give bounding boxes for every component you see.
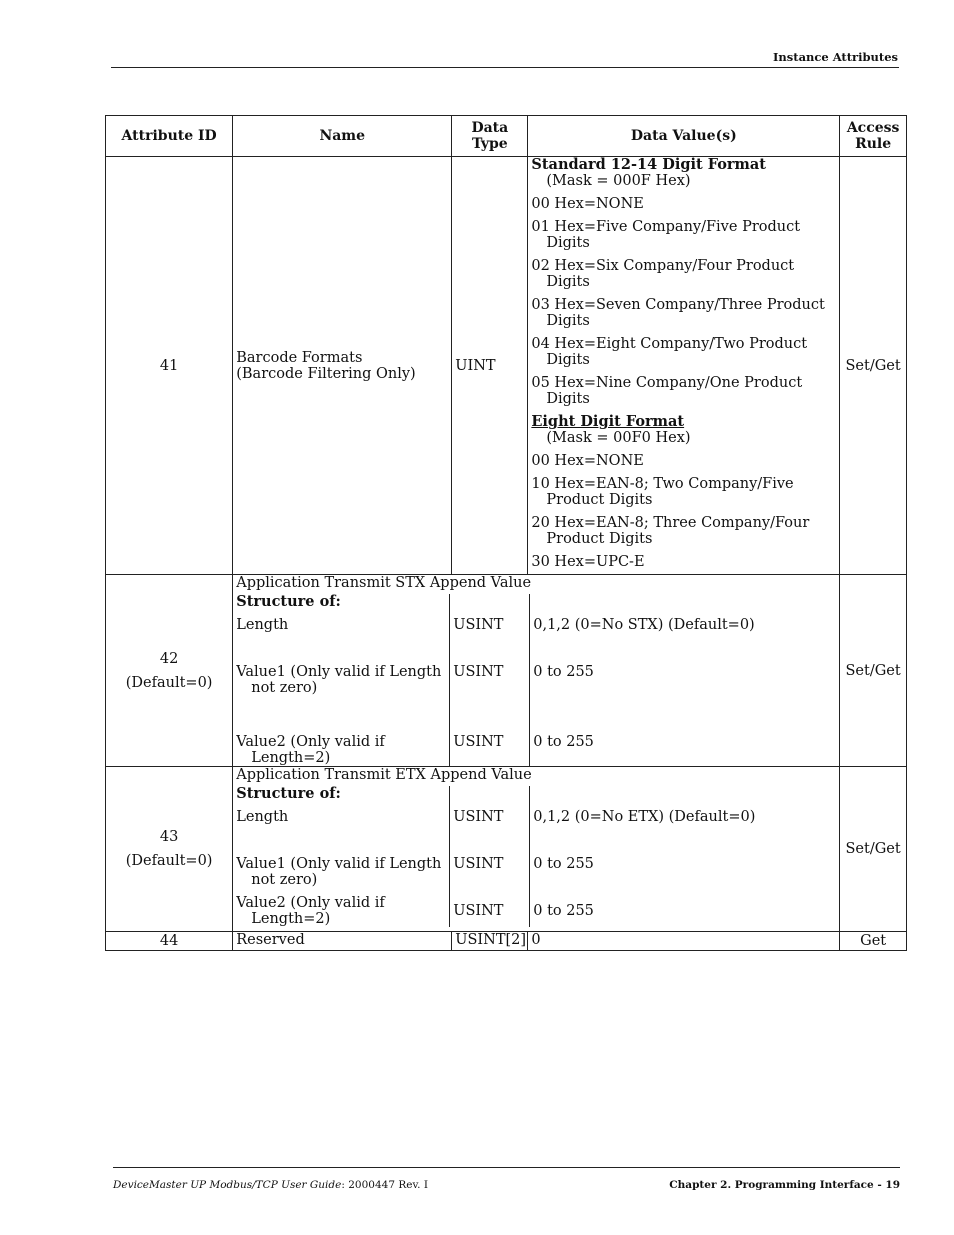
standard-format-heading: Standard 12-14 Digit Format [531,156,766,173]
attribute-id-43-default: (Default=0) [125,853,213,869]
attribute-name-41-line1: Barcode Formats [236,349,363,366]
col-header-name: Name [233,116,452,157]
standard-format-value: 05 Hex=Nine Company/One Product Digits [531,375,803,407]
attribute-name-44: Reserved [233,932,452,951]
col-header-attribute-id: Attribute ID [106,116,233,157]
field-name-length-43: Length [236,809,289,825]
field-value-value1-42: 0 to 255 [533,664,594,680]
col-header-access-rule [840,116,907,157]
field-type-length-42: USINT [453,617,504,633]
attribute-id-43 [106,767,233,932]
attribute-id-42 [106,575,233,767]
col-header-data-values: Data Value(s) [528,116,840,157]
standard-format-value: 01 Hex=Five Company/Five Product Digits [531,219,801,251]
footer-chapter-page: Chapter 2. Programming Interface - 19 [669,1179,900,1191]
attribute-id-41: 41 [106,157,233,575]
col-header-data-type-line1: Data [471,120,509,136]
field-type-value1-42: USINT [453,664,504,680]
eight-digit-format-mask: (Mask = 00F0 Hex) [546,430,691,446]
attribute-id-44: 44 [106,932,233,951]
standard-format-value: 02 Hex=Six Company/Four Product Digits [531,258,795,290]
data-type-44: USINT[2] [452,932,528,951]
data-values-44: 0 [528,932,840,951]
field-type-length-43: USINT [453,809,504,825]
field-type-value2-42: USINT [453,734,504,750]
eight-digit-format-value: 30 Hex=UPC-E [531,554,645,570]
structure-label-43: Structure of: [236,785,341,802]
eight-digit-format-value: 10 Hex=EAN-8; Two Company/Five Product Digits [531,476,794,508]
attribute-id-42-number: 42 [159,650,179,667]
field-name-value1-42: Value1 (Only valid if Length not zero) [236,664,442,696]
field-name-value2-43: Value2 (Only valid if Length=2) [236,895,385,927]
structure-cell-43 [233,767,840,932]
standard-format-mask: (Mask = 000F Hex) [546,173,691,189]
attribute-id-42-default: (Default=0) [125,674,213,691]
field-type-value1-43: USINT [453,856,504,872]
structure-names-43 [233,786,450,927]
structure-values-42 [530,594,839,766]
field-value-length-42: 0,1,2 (0=No STX) (Default=0) [533,617,755,633]
instance-attributes-table [105,115,907,951]
access-rule-43: Set/Get [840,767,907,932]
attribute-name-41 [233,157,452,575]
access-rule-41: Set/Get [840,157,907,575]
table-row-42 [106,575,907,767]
field-name-value2-42: Value2 (Only valid if Length=2) [236,734,385,766]
standard-format-value: 04 Hex=Eight Company/Two Product Digits [531,336,808,368]
running-header-title: Instance Attributes [773,50,898,64]
standard-format-value: 03 Hex=Seven Company/Three Product Digits [531,297,825,329]
footer-guide-reference [113,1179,428,1191]
structure-names-42 [233,594,450,766]
field-value-value2-43: 0 to 255 [533,903,594,919]
structure-types-43 [450,786,530,927]
table-row-44 [106,932,907,951]
attribute-name-41-line2: (Barcode Filtering Only) [236,365,416,382]
structure-title-43: Application Transmit ETX Append Value [236,767,532,783]
standard-format-value: 00 Hex=NONE [531,196,644,212]
structure-types-42 [450,594,530,766]
structure-grid-42 [233,594,839,766]
table-row-43 [106,767,907,932]
structure-grid-43 [233,786,839,927]
attribute-id-43-number: 43 [159,829,179,845]
table-header-row [106,116,907,157]
col-header-access-rule-line1: Access [846,120,900,136]
field-value-value2-42: 0 to 255 [533,734,594,750]
eight-digit-format-value: 20 Hex=EAN-8; Three Company/Four Product Digits [531,515,810,547]
eight-digit-format-heading: Eight Digit Format [531,413,685,430]
field-type-value2-43: USINT [453,903,504,919]
eight-digit-format-value: 00 Hex=NONE [531,453,644,469]
footer-guide-revision: : 2000447 Rev. I [341,1179,428,1191]
data-type-41: UINT [452,157,528,575]
structure-cell-42 [233,575,840,767]
structure-values-43 [530,786,839,927]
field-name-value1-43: Value1 (Only valid if Length not zero) [236,856,442,888]
table-row-41 [106,157,907,575]
header-rule [111,67,899,68]
access-rule-44: Get [840,932,907,951]
col-header-data-type-line2: Type [471,136,508,152]
footer-guide-title: DeviceMaster UP Modbus/TCP User Guide [113,1179,342,1191]
footer-rule [113,1167,900,1168]
field-name-length-42: Length [236,617,289,633]
access-rule-42: Set/Get [840,575,907,767]
field-value-value1-43: 0 to 255 [533,856,594,872]
data-values-41 [528,157,840,575]
structure-title-42: Application Transmit STX Append Value [236,575,532,591]
structure-label-42: Structure of: [236,593,341,610]
field-value-length-43: 0,1,2 (0=No ETX) (Default=0) [533,809,756,825]
col-header-access-rule-line2: Rule [855,136,892,152]
col-header-data-type [452,116,528,157]
